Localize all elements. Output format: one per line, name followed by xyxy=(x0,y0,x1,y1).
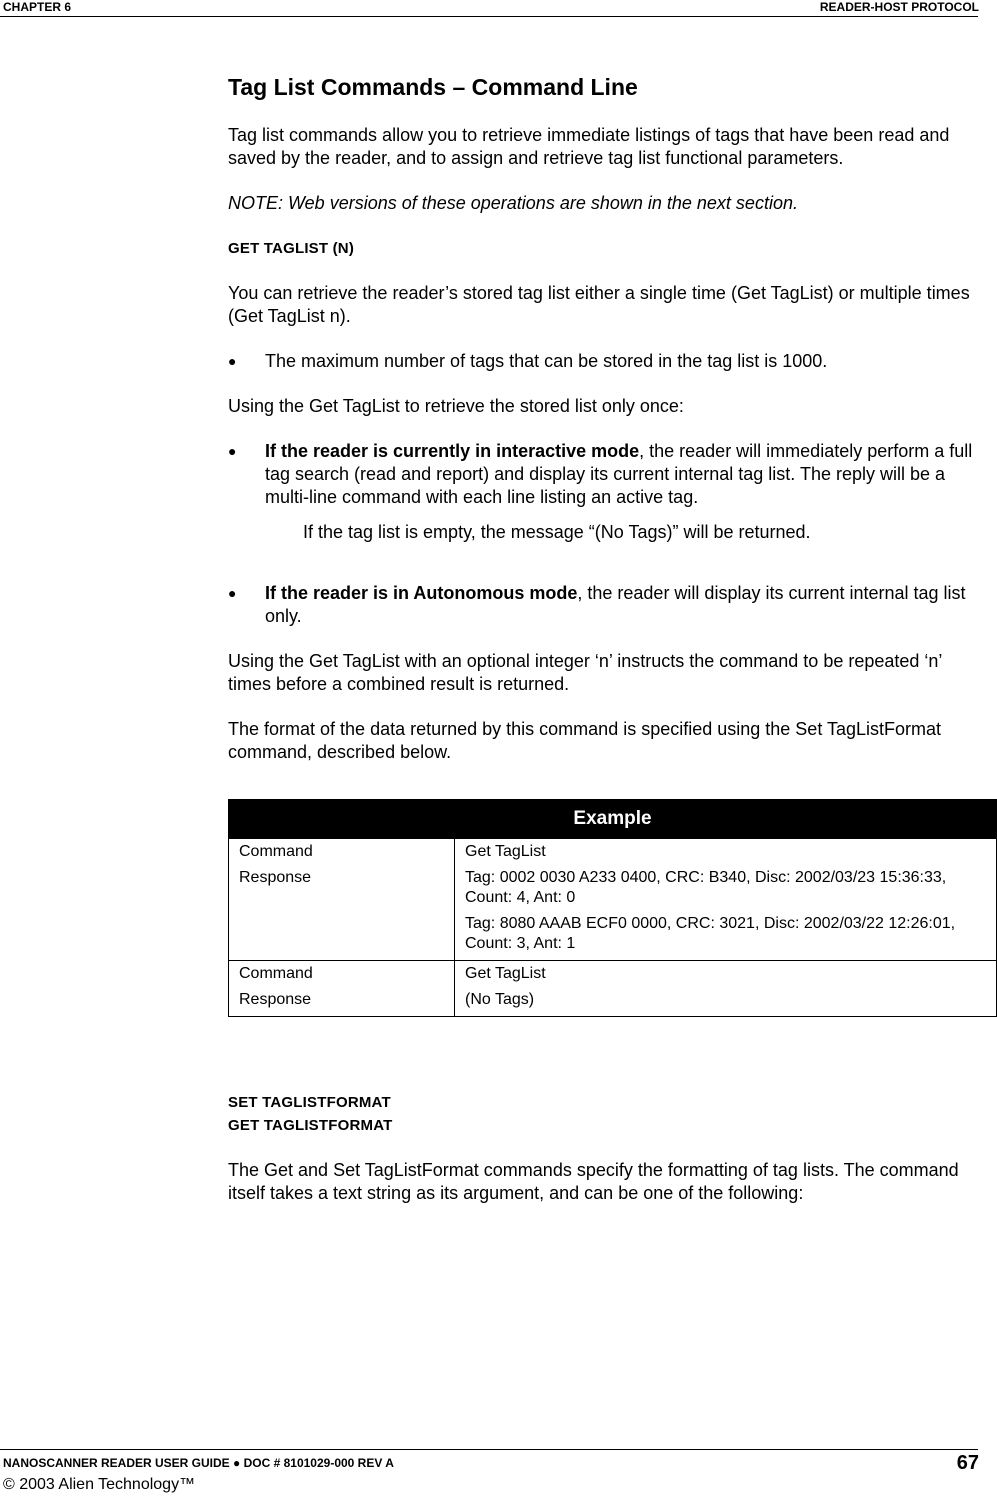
page-body xyxy=(228,72,980,1205)
header-section: READER-HOST PROTOCOL xyxy=(819,0,979,14)
bullet-max-tags-text: The maximum number of tags that can be stored in the tag list is 1000. xyxy=(265,351,828,371)
repeat-paragraph: Using the Get TagList with an optional integer ‘n’ instructs the command to be repeated ‘n’ times before a combined result is returned. xyxy=(228,651,942,694)
autonomous-mode-text: , the reader will display its current internal tag list only. xyxy=(265,583,966,626)
get-taglist-heading: GET TAGLIST (N) xyxy=(228,240,355,257)
table-cell-label: Command xyxy=(229,839,455,866)
taglistformat-description: The Get and Set TagListFormat commands specify the formatting of tag lists. The command itself takes a text string as its argument, and can be one of the following: xyxy=(228,1160,959,1203)
table-cell-value xyxy=(455,865,997,961)
table-row xyxy=(229,987,997,1017)
response-line-2: Tag: 8080 AAAB ECF0 0000, CRC: 3021, Disc: 2002/03/22 12:26:01, Count: 3, Ant: 1 xyxy=(465,915,956,952)
bullet-icon: ● xyxy=(228,585,237,601)
bullet-max-tags xyxy=(228,350,980,373)
header-chapter: CHAPTER 6 xyxy=(3,0,72,14)
table-cell-value: (No Tags) xyxy=(455,987,997,1017)
table-row xyxy=(229,961,997,988)
interactive-mode-text: , the reader will immediately perform a full tag search (read and report) and display its current internal tag list. The reply will be a multi-line command with each line listing an active tag. xyxy=(265,441,973,507)
get-taglistformat-heading: GET TAGLISTFORMAT xyxy=(228,1117,393,1134)
bullet-autonomous-mode xyxy=(228,582,980,628)
bullet-icon: ● xyxy=(228,443,237,459)
page-number: 67 xyxy=(956,1452,979,1474)
header-divider xyxy=(0,16,978,17)
table-cell-label: Response xyxy=(229,987,455,1017)
format-paragraph: The format of the data returned by this command is specified using the Set TagListFormat command, described below. xyxy=(228,719,942,762)
page-title: Tag List Commands – Command Line xyxy=(228,74,638,100)
table-row xyxy=(229,865,997,961)
note-paragraph: NOTE: Web versions of these operations are shown in the next section. xyxy=(228,193,798,213)
footer-divider xyxy=(0,1449,978,1450)
set-taglistformat-heading: SET TAGLISTFORMAT xyxy=(228,1094,391,1111)
example-table-header: Example xyxy=(229,800,997,839)
autonomous-mode-label: If the reader is in Autonomous mode xyxy=(265,583,578,603)
table-cell-value: Get TagList xyxy=(455,961,997,988)
response-line-1: Tag: 0002 0030 A233 0400, CRC: B340, Disc: 2002/03/23 15:36:33, Count: 4, Ant: 0 xyxy=(465,869,947,906)
example-table xyxy=(228,799,997,1017)
table-cell-label: Response xyxy=(229,865,455,961)
footer-copyright: © 2003 Alien Technology™ xyxy=(3,1476,196,1493)
table-cell-value: Get TagList xyxy=(455,839,997,866)
bullet-interactive-mode xyxy=(228,440,980,509)
table-row xyxy=(229,839,997,866)
get-taglist-description: You can retrieve the reader’s stored tag list either a single time (Get TagList) or multiple times (Get TagList n). xyxy=(228,283,970,326)
footer-guide-title: NANOSCANNER READER USER GUIDE ● DOC # 8101029-000 REV A xyxy=(3,1456,394,1470)
interactive-mode-label: If the reader is currently in interactive mode xyxy=(265,441,640,461)
intro-paragraph: Tag list commands allow you to retrieve immediate listings of tags that have been read and saved by the reader, and to assign and retrieve tag list functional parameters. xyxy=(228,125,950,168)
once-intro: Using the Get TagList to retrieve the stored list only once: xyxy=(228,396,684,416)
table-cell-label: Command xyxy=(229,961,455,988)
empty-list-note: If the tag list is empty, the message “(No Tags)” will be returned. xyxy=(303,522,811,542)
bullet-icon: ● xyxy=(228,353,237,369)
